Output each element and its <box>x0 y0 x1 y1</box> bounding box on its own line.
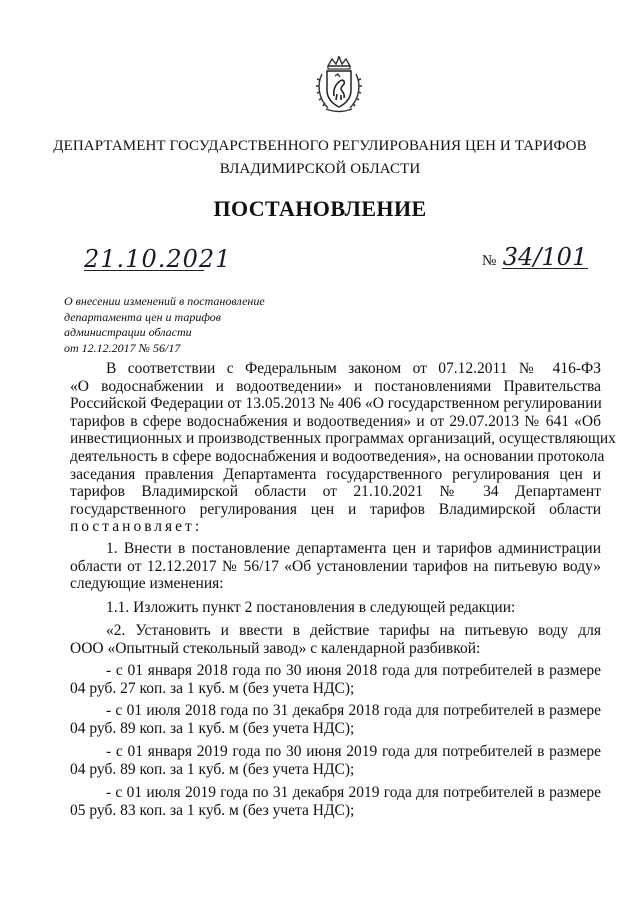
organization-region: ВЛАДИМИРСКОЙ ОБЛАСТИ <box>219 161 421 177</box>
text-line: инвестиционных и производственных программах организаций, осуществляющих <box>70 430 616 448</box>
preamble-paragraph <box>70 360 616 536</box>
text-line: области от 12.12.2017 № 56/17 «Об установлении тарифов на питьевую воду» <box>70 557 601 575</box>
text-line: «О водоснабжении и водоотведении» и постановлениями Правительства <box>70 377 601 395</box>
text-line: деятельность в сфере водоснабжения и водоотведения», на основании протокола <box>70 447 605 465</box>
text-line: 05 руб. 83 коп. за 1 куб. м (без учета НДС); <box>70 801 355 819</box>
text-line: 04 руб. 89 коп. за 1 куб. м (без учета НДС); <box>70 760 355 778</box>
tariff-item <box>70 784 601 819</box>
text-line: - с 01 января 2019 года по 30 июня 2019 года для потребителей в размере <box>106 743 601 760</box>
decree-number-block <box>482 243 592 271</box>
subject-line: департамента цен и тарифов <box>64 309 221 324</box>
tariff-item <box>70 702 601 737</box>
text-line: тарифов Владимирской области от 21.10.2021 № 34 Департамент <box>70 483 601 501</box>
text-line: - с 01 января 2018 года по 30 июня 2018 года для потребителей в размере <box>106 662 601 679</box>
text-line: государственного регулирования цен и тарифов Владимирской области <box>70 500 601 518</box>
decree-number: 34/101 <box>502 243 588 271</box>
tariff-item <box>70 743 601 778</box>
subject-line: от 12.12.2017 № 56/17 <box>64 340 181 355</box>
text-line: «2. Установить и ввести в действие тарифы на питьевую воду для <box>106 622 601 639</box>
text-line: - с 01 июля 2019 года по 31 декабря 2019 года для потребителей в размере <box>106 784 601 801</box>
decree-date: 21.10.2021 <box>84 245 232 273</box>
decree-word: постановляет: <box>70 518 203 536</box>
text-line: ООО «Опытный стекольный завод» с календарной разбивкой: <box>70 639 481 657</box>
tariff-item <box>70 662 601 697</box>
number-sign: № <box>482 253 497 269</box>
item-1-paragraph <box>70 540 601 593</box>
item-2-paragraph <box>70 622 601 657</box>
text-line: В соответствии с Федеральным законом от 07.12.2011 № 416-ФЗ <box>106 360 601 377</box>
text-line: 1. Внести в постановление департамента цен и тарифов администрации <box>106 540 601 557</box>
coat-of-arms-icon <box>314 56 364 114</box>
subject-line: администрации области <box>64 325 192 340</box>
document-type-title: ПОСТАНОВЛЕНИЕ <box>213 196 427 221</box>
text-line: тарифов в сфере водоснабжения и водоотведения» и от 29.07.2013 № 641 «Об <box>70 412 601 430</box>
decree-subject <box>64 294 324 356</box>
organization-name: ДЕПАРТАМЕНТ ГОСУДАРСТВЕННОГО РЕГУЛИРОВАНИЯ ЦЕН И ТАРИФОВ <box>53 138 587 154</box>
item-1-1-paragraph <box>70 599 601 617</box>
text-line: следующие изменения: <box>70 575 224 593</box>
text-line: 1.1. Изложить пункт 2 постановления в следующей редакции: <box>106 599 516 616</box>
text-line: Российской Федерации от 13.05.2013 № 406 «О государственном регулировании <box>70 395 602 413</box>
subject-line: О внесении изменений в постановление <box>64 294 265 308</box>
text-line: заседания правления Департамента государственного регулирования цен и <box>70 465 601 483</box>
text-line: 04 руб. 89 коп. за 1 куб. м (без учета НДС); <box>70 719 355 737</box>
text-line: - с 01 июля 2018 года по 31 декабря 2018 года для потребителей в размере <box>106 702 601 719</box>
text-line: 04 руб. 27 коп. за 1 куб. м (без учета НДС); <box>70 679 355 697</box>
